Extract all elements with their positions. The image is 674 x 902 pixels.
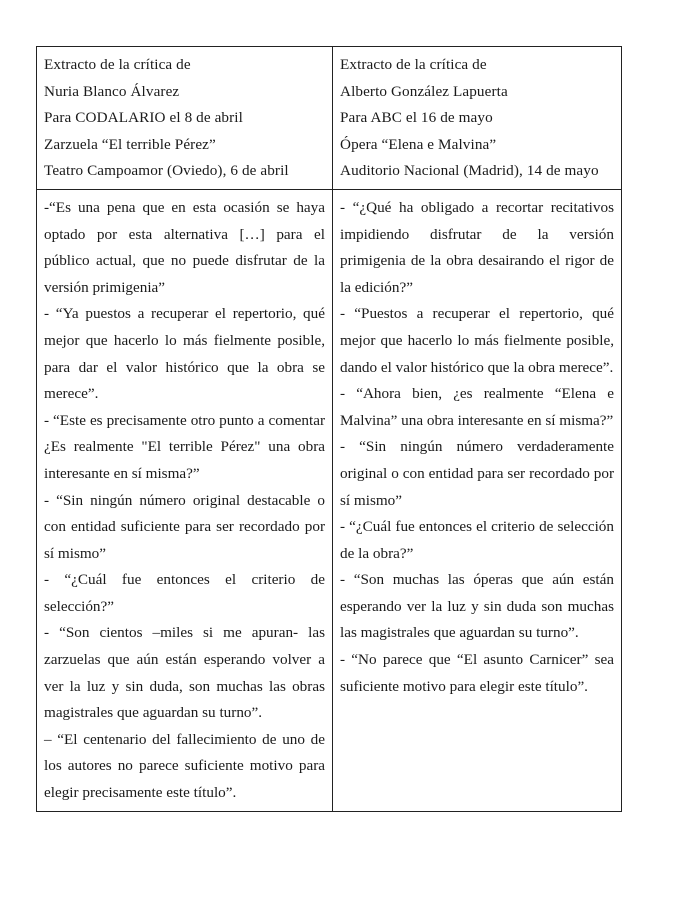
- right-quote: - “¿Cuál fue entonces el criterio de selección de la obra?”: [340, 518, 614, 562]
- left-header-cell: [37, 47, 333, 190]
- right-quote: - “Son muchas las óperas que aún están esperando ver la luz y sin duda son muchas las magistrales que aguardan su turno”.: [340, 571, 614, 642]
- comparison-table: [36, 46, 622, 812]
- right-header-line: Auditorio Nacional (Madrid), 14 de mayo: [340, 162, 599, 180]
- left-header-line: Nuria Blanco Álvarez: [44, 82, 180, 100]
- left-quote: - “Son cientos –miles si me apuran- las zarzuelas que aún están esperando volver a ver la luz y sin duda, son muchas las obras magistrales que aguardan su turno”.: [44, 624, 325, 722]
- left-header-line: Teatro Campoamor (Oviedo), 6 de abril: [44, 162, 289, 180]
- right-header-line: Ópera “Elena e Malvina”: [340, 135, 497, 153]
- right-header-line: Extracto de la crítica de: [340, 56, 487, 73]
- header-row: [37, 47, 622, 190]
- left-header-line: Zarzuela “El terrible Pérez”: [44, 135, 216, 153]
- quotes-row: [37, 189, 622, 811]
- left-quote: - “Ya puestos a recuperar el repertorio, qué mejor que hacerlo lo más fielmente posible, para dar el valor histórico que la obra se merece”.: [44, 305, 325, 403]
- right-quotes-cell: [333, 189, 622, 811]
- left-header-line: Para CODALARIO el 8 de abril: [44, 109, 243, 127]
- left-quote: – “El centenario del fallecimiento de uno de los autores no parece suficiente motivo para elegir precisamente este título”.: [44, 730, 325, 802]
- right-header-line: Alberto González Lapuerta: [340, 82, 508, 100]
- left-header-line: Extracto de la crítica de: [44, 56, 191, 73]
- right-quote: - “Sin ningún número verdaderamente original o con entidad para ser recordado por sí mismo”: [340, 438, 614, 509]
- left-quote: - “Sin ningún número original destacable o con entidad suficiente para ser recordado por sí mismo”: [44, 491, 325, 562]
- right-header-cell: [333, 47, 622, 190]
- right-quote: - “Ahora bien, ¿es realmente “Elena e Malvina” una obra interesante en sí misma?”: [340, 385, 614, 429]
- right-quote: - “¿Qué ha obligado a recortar recitativos impidiendo disfrutar de la versión primigenia de la obra desairando el rigor de la edición?”: [340, 198, 614, 296]
- left-quote: -“Es una pena que en esta ocasión se haya optado por esta alternativa […] para el público actual, que no puede disfrutar de la versión primigenia”: [44, 198, 325, 296]
- left-quote: - “¿Cuál fue entonces el criterio de selección?”: [44, 571, 325, 615]
- right-quote: - “No parece que “El asunto Carnicer” sea suficiente motivo para elegir este título”.: [340, 651, 614, 695]
- left-quotes-cell: [37, 189, 333, 811]
- left-quote: - “Este es precisamente otro punto a comentar ¿Es realmente "El terrible Pérez" una obra interesante en sí misma?”: [44, 411, 325, 482]
- right-header-line: Para ABC el 16 de mayo: [340, 109, 493, 127]
- right-quote: - “Puestos a recuperar el repertorio, qué mejor que hacerlo lo más fielmente posible, dando el valor histórico que la obra merece”.: [340, 305, 614, 376]
